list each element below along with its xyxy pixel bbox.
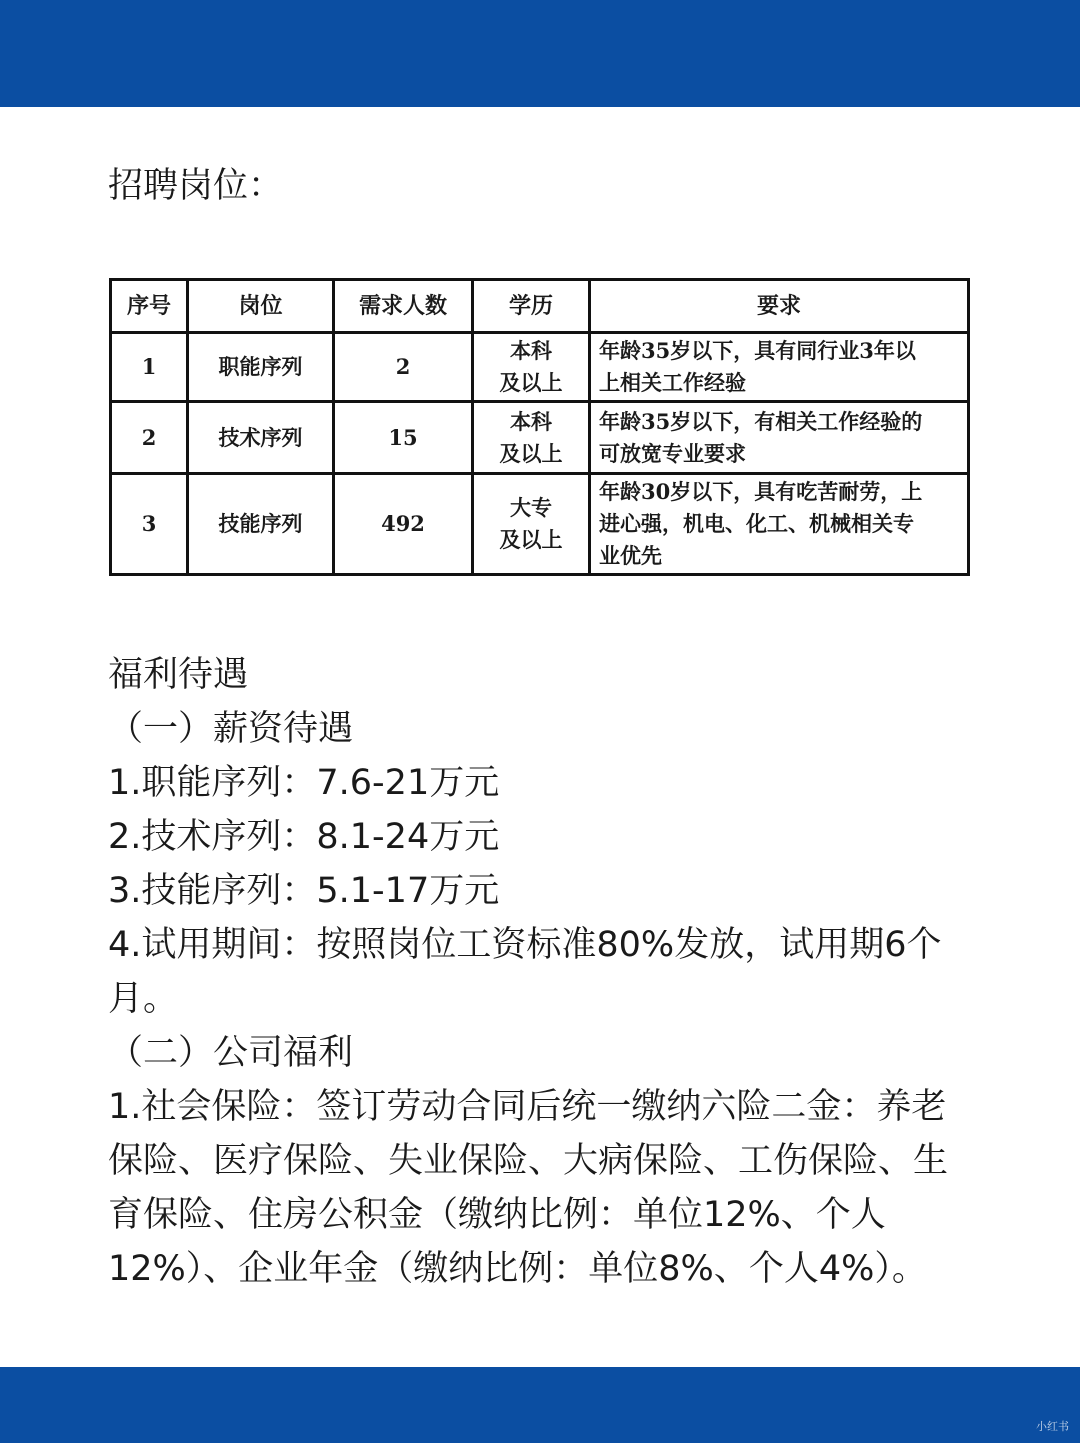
table-row	[111, 402, 969, 474]
header-requirements: 要求	[590, 280, 969, 333]
education-line: 本科	[510, 408, 552, 434]
education-line: 及以上	[499, 370, 563, 395]
cell-count: 2	[334, 333, 473, 402]
header-position: 岗位	[188, 280, 334, 333]
cell-education	[473, 333, 590, 402]
requirement-line: 进心强，机电、化工、机械相关专	[599, 511, 914, 536]
company-benefits-title: （二）公司福利	[108, 1033, 354, 1073]
cell-no: 2	[111, 402, 188, 474]
salary-title: （一）薪资待遇	[108, 709, 354, 749]
cell-count: 15	[334, 402, 473, 474]
header-education: 学历	[473, 280, 590, 333]
requirement-line: 上相关工作经验	[599, 370, 746, 395]
recruit-table	[109, 278, 970, 576]
company-benefit-item: 1.社会保险：签订劳动合同后统一缴纳六险二金：养老保险、医疗保险、失业保险、大病保险、工伤保险、生育保险、住房公积金（缴纳比例：单位12%、个人12%）、企业年金（缴纳比例：单位8%、个人4%）。	[108, 1087, 949, 1289]
table-row	[111, 333, 969, 402]
cell-position: 职能序列	[188, 333, 334, 402]
salary-item: 3.技能序列：5.1-17万元	[108, 871, 500, 911]
cell-education	[473, 474, 590, 575]
cell-count: 492	[334, 474, 473, 575]
benefits-section	[108, 648, 968, 1296]
top-header-band	[0, 0, 1080, 107]
education-line: 大专	[510, 495, 552, 520]
cell-requirements	[590, 474, 969, 575]
recruit-title: 招聘岗位：	[108, 166, 284, 206]
cell-requirements	[590, 333, 969, 402]
benefits-title: 福利待遇	[108, 655, 249, 695]
requirement-line: 业优先	[599, 543, 662, 568]
cell-no: 3	[111, 474, 188, 575]
requirement-line: 可放宽专业要求	[599, 440, 746, 466]
cell-position: 技术序列	[188, 402, 334, 474]
header-no: 序号	[111, 280, 188, 333]
salary-item: 4.试用期间：按照岗位工资标准80%发放，试用期6个月。	[108, 925, 942, 1019]
cell-requirements	[590, 402, 969, 474]
cell-no: 1	[111, 333, 188, 402]
cell-position: 技能序列	[188, 474, 334, 575]
cell-education	[473, 402, 590, 474]
table-header-row	[111, 280, 969, 333]
education-line: 本科	[510, 338, 552, 363]
bottom-footer-band	[0, 1367, 1080, 1443]
education-line: 及以上	[499, 440, 563, 466]
table-row	[111, 474, 969, 575]
requirement-line: 年龄30岁以下，具有吃苦耐劳，上	[599, 479, 923, 504]
education-line: 及以上	[499, 527, 563, 552]
watermark-label: 小红书	[1036, 1420, 1069, 1433]
requirement-line: 年龄35岁以下，有相关工作经验的	[599, 408, 923, 434]
requirement-line: 年龄35岁以下，具有同行业3年以	[599, 338, 916, 363]
salary-item: 2.技术序列：8.1-24万元	[108, 817, 500, 857]
header-count: 需求人数	[334, 280, 473, 333]
salary-item: 1.职能序列：7.6-21万元	[108, 763, 500, 803]
